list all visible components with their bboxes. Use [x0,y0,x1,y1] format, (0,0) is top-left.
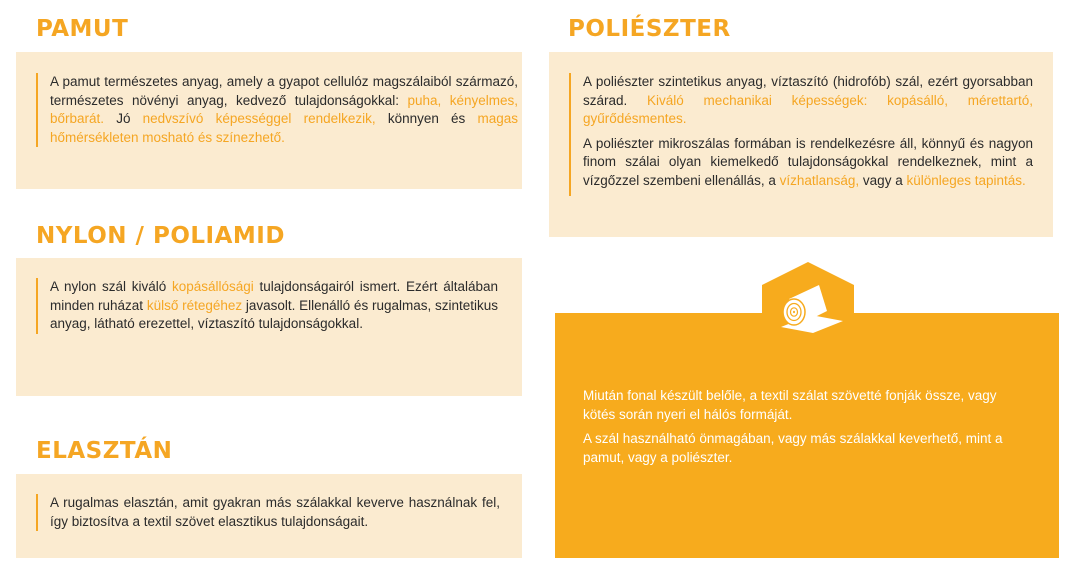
nylon-highlight-1: kopásállósági [171,279,254,294]
pamut-text [36,73,518,147]
elasztan-card [16,474,522,558]
nylon-text-1: A nylon szál kiváló [50,279,172,294]
pamut-heading: PAMUT [36,16,129,42]
poliészter-card [549,52,1053,237]
pamut-highlight-1: puha, kényelmes, bőrbarát. [50,92,519,126]
nylon-highlight-2: külső rétegéhez [146,297,243,313]
poliészter-paragraph-1 [583,73,1033,129]
info-box-text [583,387,1031,473]
pamut-card [16,52,522,189]
pamut-text-3: könnyen és [375,111,478,126]
fabric-roll-icon [761,261,855,346]
elasztan-heading: ELASZTÁN [36,438,173,464]
nylon-card [16,258,522,396]
info-box-paragraph-1: Miután fonal készült belőle, a textil szálat szövetté fonják össze, vagy kötés során nyeri el hálós formáját. [583,388,997,422]
pamut-highlight-3: magas hőmérsékleten mosható és színezhető. [50,111,518,145]
pamut-text-1: A pamut természetes anyag, amely a gyapot cellulóz magszálaiból származó, természetes növényi anyag, kedvező tulajdonságokkal: [50,74,518,108]
elasztan-text-1: A rugalmas elasztán, amit gyakran más szálakkal keverve használnak fel, így biztosítva a textil szövet elasztikus tulajdonságait. [50,495,500,529]
poliészter-text-3: vagy a [859,172,907,188]
nylon-text [36,278,498,334]
poliészter-text-2: A poliészter mikroszálas formában is rendelkezésre áll, könnyű és nagyon finom szálai olyan kiemelkedő tulajdonságokkal rendelkeznek, mint a vízgőzzel szembeni ellenállás, a [583,135,1033,188]
poliészter-highlight-1: Kiváló mechanikai képességek: kopásálló, mérettartó, gyűrődésmentes. [583,92,1033,126]
info-box-paragraph-2: A szál használható önmagában, vagy más szálakkal keverhető, mint a pamut, vagy a poliészter. [583,431,1003,465]
elasztan-text [36,494,500,531]
poliészter-text [569,73,1033,196]
nylon-text-2: tulajdonságairól ismert. Ezért általában minden ruházat [50,279,498,313]
poliészter-text-1: A poliészter szintetikus anyag, víztaszító (hidrofób) szál, ezért gyorsabban szárad. [583,74,1033,108]
pamut-highlight-2: nedvszívó képességgel rendelkezik, [142,111,376,126]
poliészter-highlight-3: különleges tapintás. [906,172,1026,188]
poliészter-highlight-2: vízhatlanság, [779,172,860,188]
poliészter-heading: POLIÉSZTER [568,16,731,42]
nylon-text-3: javasolt. Ellenálló és rugalmas, szintetikus anyag, látható erezettel, víztaszító tulajdonságokkal. [50,297,498,331]
nylon-heading: NYLON / POLIAMID [36,223,285,249]
poliészter-paragraph-2 [583,135,1033,191]
pamut-text-2: Jó [104,111,143,126]
